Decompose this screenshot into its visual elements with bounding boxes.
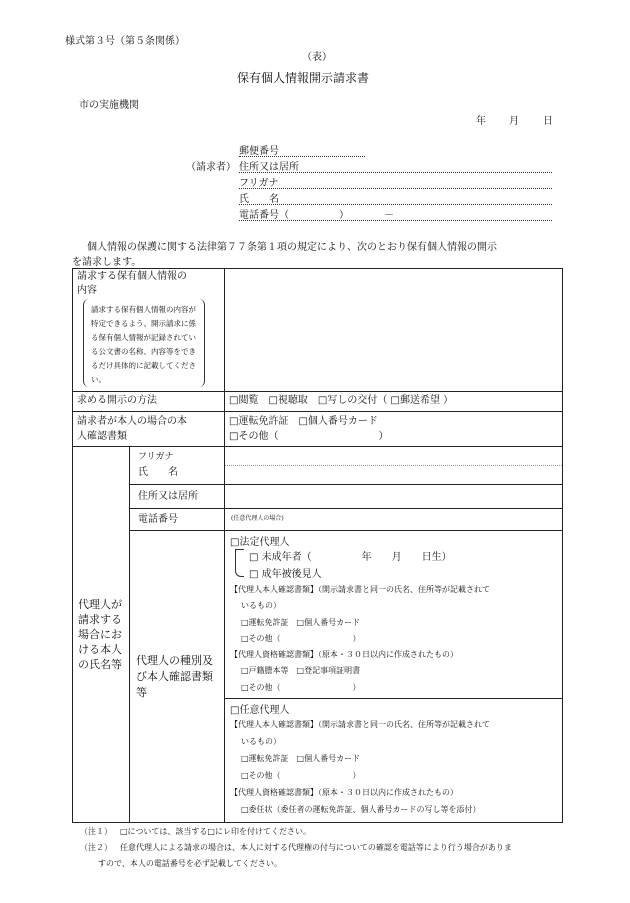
agent-label-cell xyxy=(73,447,130,823)
legal-agent-checkbox[interactable]: □法定代理人 xyxy=(230,537,290,548)
idcheck-option-1[interactable]: □運転免許証 □個人番号カード xyxy=(229,416,378,427)
phone-field[interactable] xyxy=(239,206,552,221)
method-label-cell xyxy=(73,392,225,412)
ward-checkbox[interactable]: □ 成年被後見人 xyxy=(249,569,322,580)
side-label: （表） xyxy=(302,52,332,63)
agent-type-label-cell xyxy=(130,531,225,823)
form-title: 保有個人情報開示請求書 xyxy=(237,71,370,85)
name-field[interactable] xyxy=(239,190,552,205)
agent-phone-note: (任意代理人の場合) xyxy=(231,515,284,522)
voluntary-id-heading-2: いるもの） xyxy=(241,737,281,746)
date-day-label: 日 xyxy=(543,116,553,127)
date-month-label: 月 xyxy=(509,116,519,127)
legal-qual-option-2[interactable]: □その他（ ） xyxy=(241,683,361,692)
furigana-field[interactable] xyxy=(239,174,552,189)
agent-furigana-label: フリガナ xyxy=(138,452,174,462)
legal-qual-option-1[interactable]: □戸籍謄本等 □登記事項証明書 xyxy=(241,666,361,675)
agent-phone-label-cell xyxy=(130,509,225,531)
addressee: 市の実施機関 xyxy=(79,100,139,111)
legal-id-heading: 【代理人本人確認書類】（開示請求書と同一の氏名、住所等が記載されて xyxy=(230,585,490,594)
voluntary-id-option-1[interactable]: □運転免許証 □個人番号カード xyxy=(241,754,361,763)
agent-phone-label: 電話番号 xyxy=(138,514,178,525)
phone-label: 電話番号（ ） － xyxy=(239,210,394,221)
agent-phone-input[interactable] xyxy=(225,509,563,531)
method-label: 求める開示の方法 xyxy=(77,395,157,406)
content-note: 請求する保有個人情報の内容が特定できるよう、開示請求に係る保有個人情報が記録されている公文書の名称、内容等をできるだけ具体的に記載してください。 xyxy=(91,305,196,384)
note-2-label: （注２） xyxy=(80,843,112,852)
voluntary-agent-checkbox[interactable]: □任意代理人 xyxy=(230,705,290,716)
voluntary-id-heading: 【代理人本人確認書類】（開示請求書と同一の氏名、住所等が記載されて xyxy=(230,720,490,729)
note-2-line-2: すので、本人の電話番号を必ず記載してください。 xyxy=(98,859,282,868)
content-input[interactable] xyxy=(225,269,563,392)
content-label-1: 請求する保有個人情報の xyxy=(77,271,187,282)
legal-agent-bracket xyxy=(235,549,244,577)
agent-type-detail-cell xyxy=(225,531,563,823)
note-1: □については、該当する□にレ印を付けてください。 xyxy=(120,827,311,836)
idcheck-label-cell xyxy=(73,412,225,447)
idcheck-label-2: 人確認書類 xyxy=(77,431,127,442)
agent-name-label: 氏 名 xyxy=(138,467,178,478)
agent-name-label-cell xyxy=(130,447,225,485)
content-label-cell xyxy=(73,269,225,392)
form-number: 様式第３号（第５条関係） xyxy=(65,36,185,47)
agent-name-input[interactable] xyxy=(225,447,563,485)
requester-label: （請求者） xyxy=(186,162,236,173)
postal-label: 郵便番号 xyxy=(239,146,279,157)
voluntary-qual-option-1[interactable]: □委任状（委任者の運転免許証、個人番号カードの写し等を添付） xyxy=(241,805,481,814)
note-1-label: （注１） xyxy=(80,827,112,836)
voluntary-id-option-2[interactable]: □その他（ ） xyxy=(241,771,361,780)
intro-line-1: 個人情報の保護に関する法律第７７条第１項の規定により、次のとおり保有個人情報の開示 xyxy=(87,242,497,253)
method-options-cell[interactable] xyxy=(225,392,563,412)
name-label: 氏 名 xyxy=(239,194,279,205)
legal-id-option-2[interactable]: □その他（ ） xyxy=(241,634,361,643)
legal-id-option-1[interactable]: □運転免許証 □個人番号カード xyxy=(241,618,361,627)
agent-type-divider xyxy=(225,698,562,699)
agent-label: 代理人が請求する場合における本人の氏名等 xyxy=(78,598,122,671)
request-table xyxy=(72,268,563,823)
idcheck-options-cell[interactable] xyxy=(225,412,563,447)
legal-qual-heading: 【代理人資格確認書類】（原本・３０日以内に作成されたもの） xyxy=(230,650,458,659)
date-year-label: 年 xyxy=(476,116,486,127)
intro-line-2: を請求します。 xyxy=(72,257,142,268)
idcheck-label-1: 請求者が本人の場合の本 xyxy=(77,416,187,427)
agent-type-label: 代理人の種別及び本人確認書類等 xyxy=(136,653,213,699)
agent-address-label: 住所又は居所 xyxy=(138,491,198,502)
minor-checkbox[interactable]: □ 未成年者（ 年 月 日生） xyxy=(249,552,452,563)
agent-address-label-cell xyxy=(130,485,225,509)
address-label: 住所又は居所 xyxy=(239,162,299,173)
idcheck-option-2[interactable]: □その他（ ） xyxy=(229,431,389,442)
address-field[interactable] xyxy=(239,158,552,173)
voluntary-qual-heading: 【代理人資格確認書類】（原本・３０日以内に作成されたもの） xyxy=(230,788,458,797)
note-2-line-1: 任意代理人による請求の場合は、本人に対する代理権の付与についての確認を電話等により行う場合がありま xyxy=(120,843,512,852)
method-options[interactable]: □閲覧 □視聴取 □写しの交付（ □郵送希望 ） xyxy=(229,395,454,406)
content-label-2: 内容 xyxy=(77,285,97,296)
postal-field[interactable] xyxy=(239,142,365,157)
agent-address-input[interactable] xyxy=(225,485,563,509)
furigana-label: フリガナ xyxy=(239,178,279,189)
legal-id-heading-2: いるもの） xyxy=(241,601,281,610)
